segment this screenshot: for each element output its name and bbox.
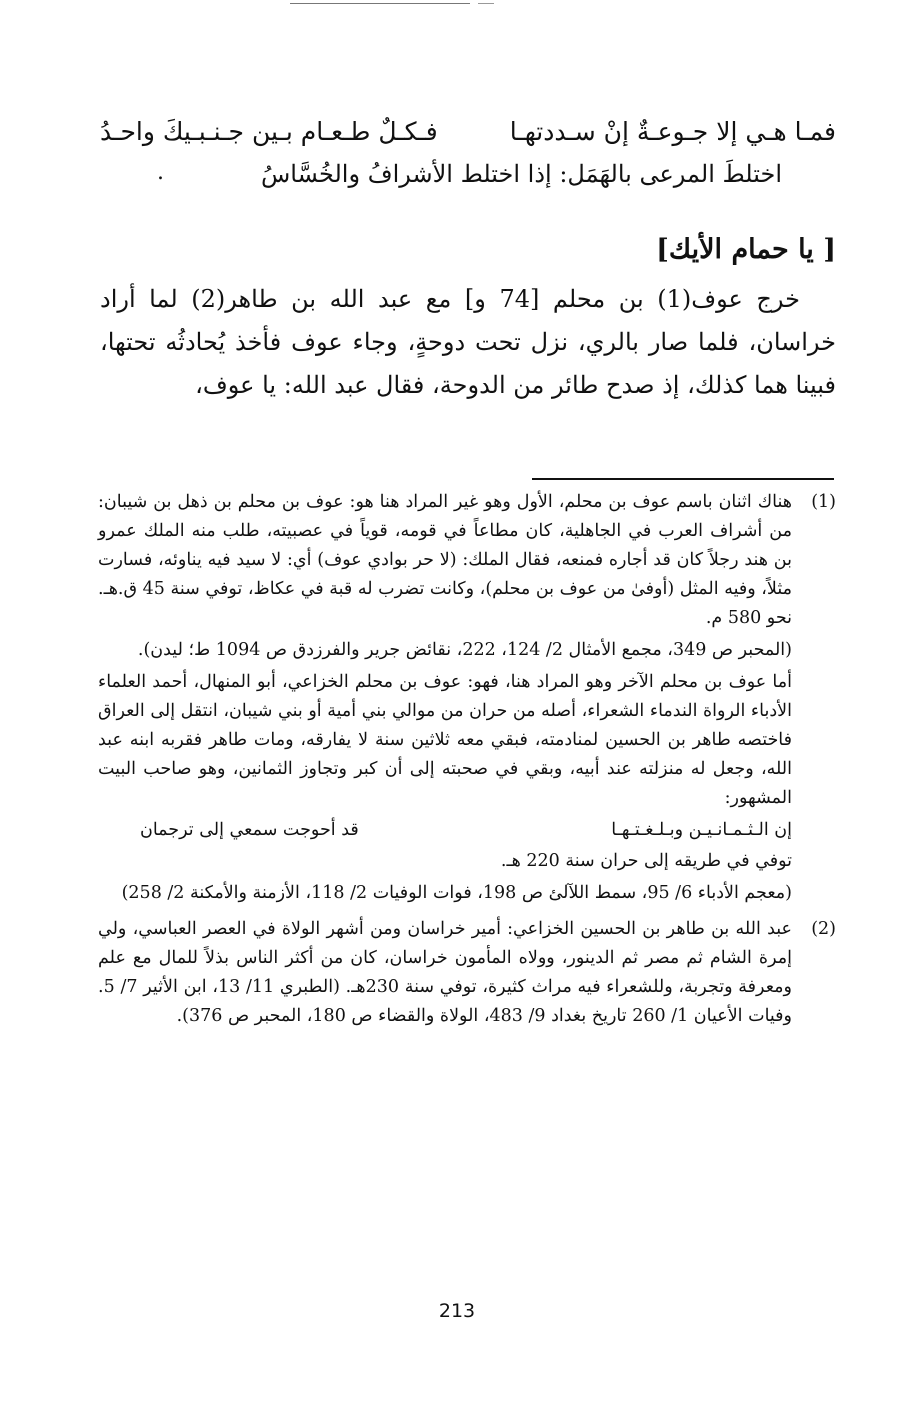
verse-right-hemistich: فمـا هـي إلا جـوعـةٌ إنْ سـددتهـا (509, 117, 836, 146)
footnote-paragraph: هناك اثنان باسم عوف بن محلم، الأول وهو غير المراد هنا هو: عوف بن محلم بن ذهل بن شيبان: من أشراف العرب في الجاهلية، كان مطاعاً في قومه، قوياً في عصبيته، طلب منه الملك عمرو بن هند رجلاً كان قد أجاره فمنعه، فقال الملك: (لا حر بوادي عوف) أي: لا سيد فيه يناوئه، فسارت مثلاً، وفيه المثل (أوفىٰ من عوف بن محلم)، وكانت تضرب له قبة في عكاظ، توفي سنة 45 ق.هـ. نحو 580 م. (98, 492, 793, 628)
footnote-paragraph: توفي في طريقه إلى حران سنة 220 هـ. (500, 851, 792, 871)
footnote-poem (98, 816, 792, 845)
footnote-paragraph: (معجم الأدباء 6/ 95، سمط اللآلئ ص 198، فوات الوفيات 2/ 118، الأزمنة والأمكنة 2/ 258) (121, 883, 792, 903)
top-dash (478, 3, 494, 4)
poem-right-hemistich: إن الـثـمـانـيـن وبـلـغـتـهـا (611, 820, 792, 840)
footnote-body (98, 915, 792, 1034)
footnote-separator (532, 478, 834, 480)
footnotes (98, 488, 836, 1038)
top-rule (290, 3, 470, 4)
poem-left-hemistich: قد أحوجت سمعي إلى ترجمان (140, 820, 359, 840)
footnote-body (98, 488, 792, 911)
footnote-1 (98, 488, 836, 911)
body-paragraph: خرج عوف(1) بن محلم [74 و] مع عبد الله بن طاهر(2) لما أراد خراسان، فلما صار بالري، نزل تحت دوحةٍ، وجاء عوف فأخذ يُحادثُه تحتها، فبينا هما كذلك، إذ صدح طائر من الدوحة، فقال عبد الله: يا عوف، (100, 285, 836, 399)
footnote-2 (98, 915, 836, 1034)
section-heading: [ يا حمام الأيك] (656, 234, 836, 265)
verse-note: اختلطَ المرعى بالهَمَل: إذا اختلط الأشرافُ والخُسَّاسُ (260, 160, 782, 188)
verse-note-period: . (157, 160, 164, 185)
footnote-number: (1) (811, 492, 836, 512)
verse-left-hemistich: فـكـلٌ طـعـام بـين جـنـبـيكَ واحـدُ (100, 117, 438, 146)
verse-line (100, 110, 836, 154)
footnote-paragraph: (المحبر ص 349، مجمع الأمثال 2/ 124، 222، نقائض جرير والفرزدق ص 1094 ط؛ ليدن). (137, 640, 792, 660)
page-number: 213 (438, 1300, 476, 1322)
footnote-paragraph: عبد الله بن طاهر بن الحسين الخزاعي: أمير خراسان ومن أشهر الولاة في العصر العباسي، ولي إمرة الشام ثم مصر ثم الدينور، وولاه المأمون خراسان، كان من أكثر الناس بذلاً للمال مع علم ومعرفة وتجربة، وللشعراء فيه مراث كثيرة، توفي سنة 230هـ. (الطبري 11/ 13، ابن الأثير 7/ 5. وفيات الأعيان 1/ 260 تاريخ بغداد 9/ 483، الولاة والقضاء ص 180، المحبر ص 376). (98, 919, 792, 1026)
main-body (100, 278, 836, 407)
footnote-number: (2) (811, 919, 836, 939)
footnote-paragraph: أما عوف بن محلم الآخر وهو المراد هنا، فهو: عوف بن محلم الخزاعي، أبو المنهال، أحمد العلماء الأدباء الرواة الندماء الشعراء، أصله من حران من موالي بني أمية أو بني شيبان، انتقل إلى العراق فاختصه طاهر بن الحسين لمنادمته، فبقي معه ثلاثين سنة لا يفارقه، ومات طاهر فقربه ابنه عبد الله، وجعل له منزلته عند أبيه، وبقي في صحبته إلى أن كبر وتجاوز الثمانين، وهو صاحب البيت المشهور: (98, 672, 792, 808)
